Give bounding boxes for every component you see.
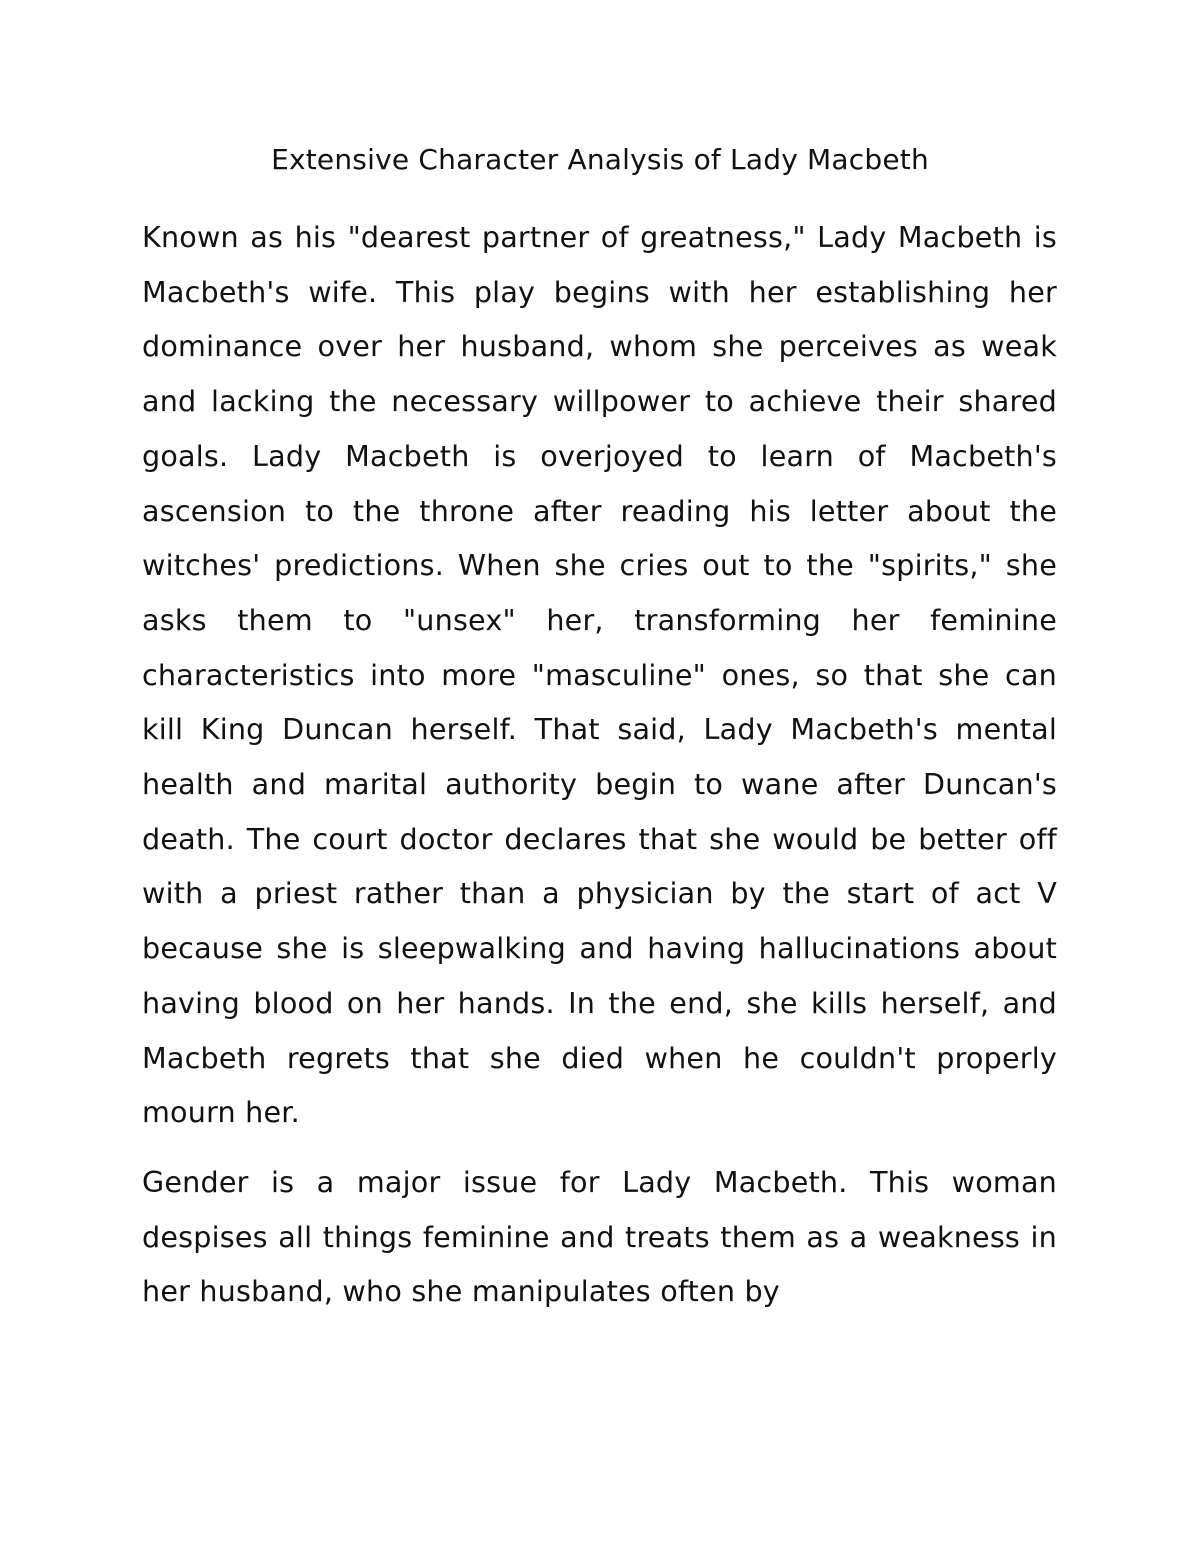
document-body (142, 210, 1057, 1334)
document-title: Extensive Character Analysis of Lady Macbeth (271, 143, 929, 176)
paragraph-1: Known as his "dearest partner of greatness," Lady Macbeth is Macbeth's wife. This play begins with her establishing her dominance over her husband, whom she perceives as weak and lacking the necessary willpower to achieve their shared goals. Lady Macbeth is overjoyed to learn of Macbeth's ascension to the throne after reading his letter about the witches' predictions. When she cries out to the "spirits," she asks them to "unsex" her, transforming her feminine characteristics into more "masculine" ones, so that she can kill King Duncan herself. That said, Lady Macbeth's mental health and marital authority begin to wane after Duncan's death. The court doctor declares that she would be better off with a priest rather than a physician by the start of act V because she is sleepwalking and having hallucinations about having blood on her hands. In the end, she kills herself, and Macbeth regrets that she died when he couldn't properly mourn her. (142, 220, 1057, 1130)
paragraph-2: Gender is a major issue for Lady Macbeth. This woman despises all things feminine and treats them as a weakness in her husband, who she manipulates often by (142, 1164, 1057, 1309)
